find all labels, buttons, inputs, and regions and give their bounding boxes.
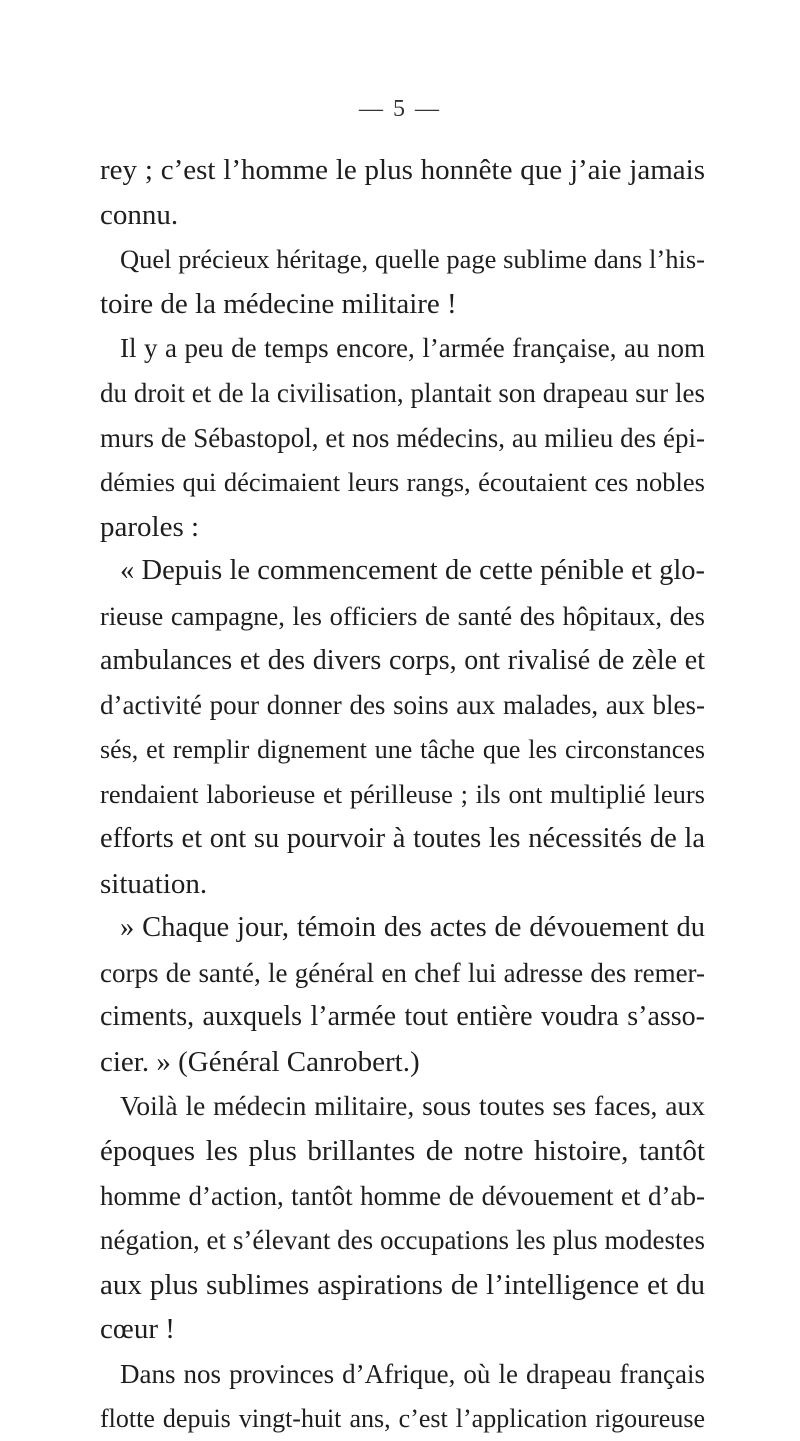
text-line: connu. <box>100 198 179 231</box>
text-line: époques les plus brillantes de notre histoire, tantôt <box>100 1135 705 1168</box>
text-line: cœur ! <box>100 1313 175 1346</box>
text-line: aux plus sublimes aspirations de l’intelligence et du <box>100 1268 705 1301</box>
text-line: du droit et de la civilisation, plantait son drapeau sur les <box>100 377 705 408</box>
text-line: corps de santé, le général en chef lui adresse des remer- <box>100 957 705 988</box>
text-line: murs de Sébastopol, et nos médecins, au milieu des épi- <box>100 422 705 453</box>
text-line: situation. <box>100 867 208 900</box>
text-line: homme d’action, tantôt homme de dévouement et d’ab- <box>100 1180 705 1211</box>
text-line: rey ; c’est l’homme le plus honnête que j’aie jamais <box>100 154 705 186</box>
text-line: Quel précieux héritage, quelle page sublime dans l’his- <box>120 244 705 275</box>
text-line: d’activité pour donner des soins aux malades, aux bles- <box>100 690 705 721</box>
page-number: — 5 — <box>359 96 441 122</box>
text-line: « Depuis le commencement de cette pénible et glo- <box>120 555 705 587</box>
text-line: Il y a peu de temps encore, l’armée française, au nom <box>120 333 705 364</box>
text-line: rendaient laborieuse et périlleuse ; ils ont multiplié leurs <box>100 779 705 810</box>
text-line: Dans nos provinces d’Afrique, où le drapeau français <box>120 1359 705 1390</box>
text-line: ambulances et des divers corps, ont rivalisé de zèle et <box>100 644 705 676</box>
text-line: » Chaque jour, témoin des actes de dévouement du <box>120 912 705 944</box>
text-line: Voilà le médecin militaire, sous toutes ses faces, aux <box>120 1090 705 1122</box>
text-line: sés, et remplir dignement une tâche que les circonstances <box>100 734 705 764</box>
body-text <box>100 148 705 1441</box>
text-line: ciments, auxquels l’armée tout entière voudra s’asso- <box>100 1001 705 1033</box>
text-line: démies qui décimaient leurs rangs, écoutaient ces nobles <box>100 467 705 498</box>
text-line: flotte depuis vingt-huit ans, c’est l’application rigoureuse <box>100 1403 705 1433</box>
text-line: toire de la médecine militaire ! <box>100 287 457 320</box>
text-line: négation, et s’élevant des occupations les plus modestes <box>100 1225 705 1256</box>
text-line: paroles : <box>100 510 200 543</box>
text-line: rieuse campagne, les officiers de santé des hôpitaux, des <box>100 600 705 631</box>
text-line: cier. » (Général Canrobert.) <box>100 1045 420 1078</box>
text-line: efforts et ont su pourvoir à toutes les nécessités de la <box>100 822 705 854</box>
